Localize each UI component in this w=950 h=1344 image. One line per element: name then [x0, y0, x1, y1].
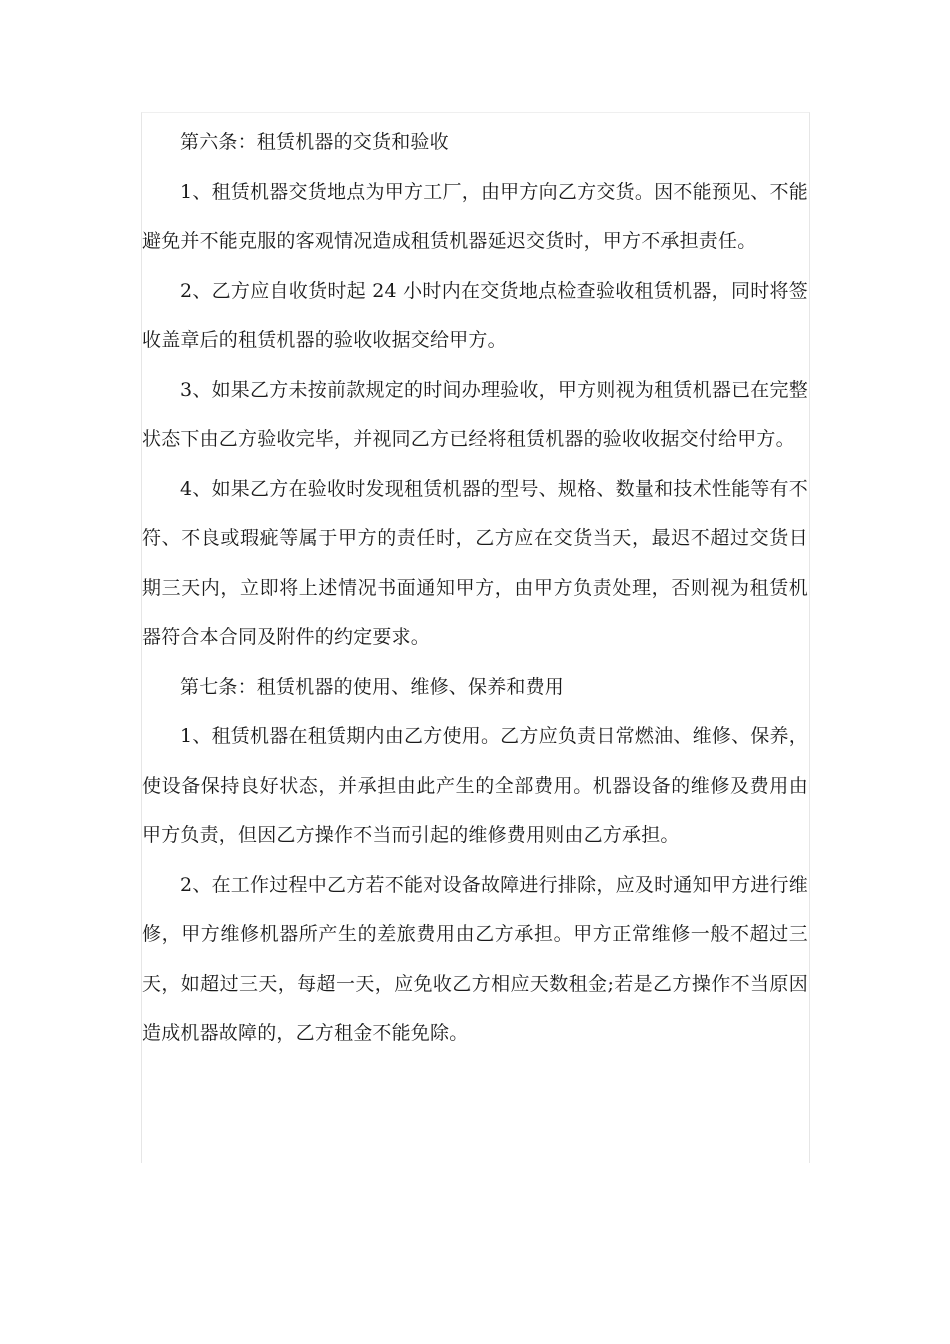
- article-6-heading: 第六条：租赁机器的交货和验收: [180, 131, 449, 153]
- document-body: [142, 118, 808, 1059]
- article-6-clause-2: 2、乙方应自收货时起 24 小时内在交货地点检查验收租赁机器，同时将签收盖章后的租赁机器的验收收据交给甲方。: [142, 279, 808, 351]
- article-6-clause-1: 1、租赁机器交货地点为甲方工厂，由甲方向乙方交货。因不能预见、不能避免并不能克服的客观情况造成租赁机器延迟交货时，甲方不承担责任。: [142, 180, 808, 252]
- article-7-clause-1: 1、租赁机器在租赁期内由乙方使用。乙方应负责日常燃油、维修、保养，使设备保持良好状态，并承担由此产生的全部费用。机器设备的维修及费用由甲方负责，但因乙方操作不当而引起的维修费用则由乙方承担。: [142, 725, 808, 846]
- article-6-clause-4: 4、如果乙方在验收时发现租赁机器的型号、规格、数量和技术性能等有不符、不良或瑕疵等属于甲方的责任时，乙方应在交货当天，最迟不超过交货日期三天内，立即将上述情况书面通知甲方，由甲方负责处理，否则视为租赁机器符合本合同及附件的约定要求。: [142, 477, 808, 648]
- article-6-clause-3: 3、如果乙方未按前款规定的时间办理验收，甲方则视为租赁机器已在完整状态下由乙方验收完毕，并视同乙方已经将租赁机器的验收收据交付给甲方。: [142, 378, 808, 450]
- article-7-clause-2: 2、在工作过程中乙方若不能对设备故障进行排除，应及时通知甲方进行维修，甲方维修机器所产生的差旅费用由乙方承担。甲方正常维修一般不超过三天，如超过三天，每超一天，应免收乙方相应天数租金;若是乙方操作不当原因造成机器故障的，乙方租金不能免除。: [142, 873, 808, 1044]
- article-7-heading: 第七条：租赁机器的使用、维修、保养和费用: [180, 675, 565, 698]
